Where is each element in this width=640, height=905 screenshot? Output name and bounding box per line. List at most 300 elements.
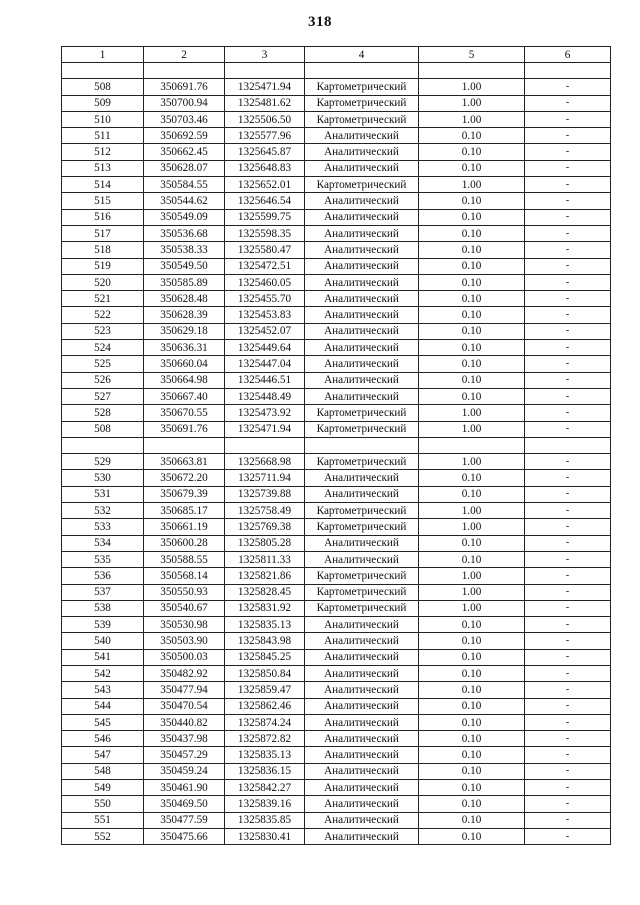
point-number-cell: 533	[62, 519, 144, 535]
empty-cell	[62, 63, 144, 79]
method-cell: Аналитический	[305, 747, 419, 763]
y-coordinate-cell: 1325839.16	[225, 796, 305, 812]
table-row	[62, 698, 611, 714]
table-row	[62, 633, 611, 649]
accuracy-cell: 0.10	[419, 796, 525, 812]
description-cell: -	[525, 79, 611, 95]
column-header: 6	[525, 47, 611, 63]
method-cell: Аналитический	[305, 128, 419, 144]
method-cell: Аналитический	[305, 356, 419, 372]
table-row	[62, 274, 611, 290]
accuracy-cell: 0.10	[419, 633, 525, 649]
x-coordinate-cell: 350536.68	[144, 225, 225, 241]
accuracy-cell: 1.00	[419, 519, 525, 535]
description-cell: -	[525, 274, 611, 290]
accuracy-cell: 0.10	[419, 470, 525, 486]
accuracy-cell: 0.10	[419, 291, 525, 307]
description-cell: -	[525, 372, 611, 388]
method-cell: Картометрический	[305, 111, 419, 127]
accuracy-cell: 0.10	[419, 649, 525, 665]
accuracy-cell: 1.00	[419, 111, 525, 127]
table-row	[62, 617, 611, 633]
y-coordinate-cell: 1325598.35	[225, 225, 305, 241]
empty-cell	[144, 437, 225, 453]
accuracy-cell: 0.10	[419, 160, 525, 176]
method-cell: Аналитический	[305, 649, 419, 665]
description-cell: -	[525, 649, 611, 665]
y-coordinate-cell: 1325652.01	[225, 177, 305, 193]
accuracy-cell: 1.00	[419, 79, 525, 95]
accuracy-cell: 0.10	[419, 209, 525, 225]
x-coordinate-cell: 350700.94	[144, 95, 225, 111]
method-cell: Аналитический	[305, 731, 419, 747]
description-cell: -	[525, 209, 611, 225]
table-row	[62, 209, 611, 225]
coordinates-table	[61, 46, 611, 845]
point-number-cell: 544	[62, 698, 144, 714]
x-coordinate-cell: 350600.28	[144, 535, 225, 551]
empty-cell	[305, 437, 419, 453]
x-coordinate-cell: 350549.09	[144, 209, 225, 225]
empty-cell	[419, 437, 525, 453]
description-cell: -	[525, 421, 611, 437]
table-row	[62, 470, 611, 486]
method-cell: Картометрический	[305, 177, 419, 193]
method-cell: Картометрический	[305, 519, 419, 535]
method-cell: Аналитический	[305, 307, 419, 323]
method-cell: Картометрический	[305, 584, 419, 600]
description-cell: -	[525, 111, 611, 127]
method-cell: Аналитический	[305, 780, 419, 796]
empty-cell	[525, 437, 611, 453]
x-coordinate-cell: 350703.46	[144, 111, 225, 127]
description-cell: -	[525, 388, 611, 404]
accuracy-cell: 0.10	[419, 372, 525, 388]
x-coordinate-cell: 350437.98	[144, 731, 225, 747]
point-number-cell: 535	[62, 551, 144, 567]
table-row	[62, 600, 611, 616]
method-cell: Аналитический	[305, 323, 419, 339]
table-row	[62, 747, 611, 763]
column-header: 5	[419, 47, 525, 63]
table-row	[62, 307, 611, 323]
point-number-cell: 549	[62, 780, 144, 796]
method-cell: Картометрический	[305, 421, 419, 437]
x-coordinate-cell: 350628.07	[144, 160, 225, 176]
description-cell: -	[525, 340, 611, 356]
accuracy-cell: 0.10	[419, 258, 525, 274]
table-row	[62, 486, 611, 502]
accuracy-cell: 0.10	[419, 535, 525, 551]
y-coordinate-cell: 1325805.28	[225, 535, 305, 551]
x-coordinate-cell: 350685.17	[144, 503, 225, 519]
x-coordinate-cell: 350550.93	[144, 584, 225, 600]
point-number-cell: 550	[62, 796, 144, 812]
table-row	[62, 356, 611, 372]
y-coordinate-cell: 1325835.85	[225, 812, 305, 828]
accuracy-cell: 1.00	[419, 568, 525, 584]
point-number-cell: 530	[62, 470, 144, 486]
description-cell: -	[525, 503, 611, 519]
description-cell: -	[525, 470, 611, 486]
y-coordinate-cell: 1325835.13	[225, 617, 305, 633]
table-row	[62, 454, 611, 470]
empty-cell	[419, 63, 525, 79]
accuracy-cell: 0.10	[419, 731, 525, 747]
x-coordinate-cell: 350588.55	[144, 551, 225, 567]
y-coordinate-cell: 1325835.13	[225, 747, 305, 763]
table-row	[62, 503, 611, 519]
method-cell: Аналитический	[305, 242, 419, 258]
y-coordinate-cell: 1325580.47	[225, 242, 305, 258]
empty-cell	[62, 437, 144, 453]
column-header: 3	[225, 47, 305, 63]
method-cell: Аналитический	[305, 812, 419, 828]
description-cell: -	[525, 568, 611, 584]
table-row	[62, 95, 611, 111]
accuracy-cell: 0.10	[419, 356, 525, 372]
x-coordinate-cell: 350470.54	[144, 698, 225, 714]
point-number-cell: 523	[62, 323, 144, 339]
y-coordinate-cell: 1325711.94	[225, 470, 305, 486]
y-coordinate-cell: 1325859.47	[225, 682, 305, 698]
description-cell: -	[525, 454, 611, 470]
accuracy-cell: 0.10	[419, 747, 525, 763]
column-header: 2	[144, 47, 225, 63]
description-cell: -	[525, 682, 611, 698]
table-row	[62, 79, 611, 95]
table-row	[62, 177, 611, 193]
x-coordinate-cell: 350459.24	[144, 763, 225, 779]
accuracy-cell: 1.00	[419, 421, 525, 437]
point-number-cell: 551	[62, 812, 144, 828]
table-row	[62, 763, 611, 779]
empty-cell	[305, 63, 419, 79]
x-coordinate-cell: 350629.18	[144, 323, 225, 339]
column-header: 4	[305, 47, 419, 63]
description-cell: -	[525, 242, 611, 258]
method-cell: Аналитический	[305, 372, 419, 388]
accuracy-cell: 0.10	[419, 274, 525, 290]
y-coordinate-cell: 1325769.38	[225, 519, 305, 535]
y-coordinate-cell: 1325831.92	[225, 600, 305, 616]
table-row	[62, 828, 611, 844]
point-number-cell: 518	[62, 242, 144, 258]
description-cell: -	[525, 633, 611, 649]
accuracy-cell: 0.10	[419, 225, 525, 241]
y-coordinate-cell: 1325811.33	[225, 551, 305, 567]
method-cell: Аналитический	[305, 551, 419, 567]
description-cell: -	[525, 763, 611, 779]
x-coordinate-cell: 350661.19	[144, 519, 225, 535]
point-number-cell: 536	[62, 568, 144, 584]
y-coordinate-cell: 1325828.45	[225, 584, 305, 600]
empty-cell	[144, 63, 225, 79]
table-row	[62, 340, 611, 356]
point-number-cell: 552	[62, 828, 144, 844]
y-coordinate-cell: 1325448.49	[225, 388, 305, 404]
method-cell: Картометрический	[305, 568, 419, 584]
x-coordinate-cell: 350662.45	[144, 144, 225, 160]
description-cell: -	[525, 128, 611, 144]
description-cell: -	[525, 405, 611, 421]
description-cell: -	[525, 160, 611, 176]
description-cell: -	[525, 193, 611, 209]
accuracy-cell: 0.10	[419, 714, 525, 730]
y-coordinate-cell: 1325481.62	[225, 95, 305, 111]
table-body	[62, 63, 611, 845]
accuracy-cell: 0.10	[419, 828, 525, 844]
table-row	[62, 111, 611, 127]
description-cell: -	[525, 225, 611, 241]
point-number-cell: 511	[62, 128, 144, 144]
method-cell: Аналитический	[305, 160, 419, 176]
table-row	[62, 535, 611, 551]
point-number-cell: 547	[62, 747, 144, 763]
method-cell: Аналитический	[305, 470, 419, 486]
description-cell: -	[525, 551, 611, 567]
method-cell: Картометрический	[305, 95, 419, 111]
description-cell: -	[525, 617, 611, 633]
y-coordinate-cell: 1325850.84	[225, 665, 305, 681]
point-number-cell: 516	[62, 209, 144, 225]
method-cell: Картометрический	[305, 600, 419, 616]
accuracy-cell: 1.00	[419, 600, 525, 616]
description-cell: -	[525, 323, 611, 339]
point-number-cell: 508	[62, 79, 144, 95]
table-row	[62, 649, 611, 665]
method-cell: Аналитический	[305, 258, 419, 274]
table-row	[62, 128, 611, 144]
x-coordinate-cell: 350679.39	[144, 486, 225, 502]
method-cell: Аналитический	[305, 665, 419, 681]
x-coordinate-cell: 350477.94	[144, 682, 225, 698]
y-coordinate-cell: 1325758.49	[225, 503, 305, 519]
y-coordinate-cell: 1325447.04	[225, 356, 305, 372]
x-coordinate-cell: 350540.67	[144, 600, 225, 616]
point-number-cell: 543	[62, 682, 144, 698]
empty-cell	[225, 437, 305, 453]
description-cell: -	[525, 665, 611, 681]
accuracy-cell: 0.10	[419, 763, 525, 779]
description-cell: -	[525, 519, 611, 535]
method-cell: Аналитический	[305, 633, 419, 649]
accuracy-cell: 0.10	[419, 242, 525, 258]
description-cell: -	[525, 796, 611, 812]
point-number-cell: 548	[62, 763, 144, 779]
y-coordinate-cell: 1325577.96	[225, 128, 305, 144]
y-coordinate-cell: 1325836.15	[225, 763, 305, 779]
accuracy-cell: 0.10	[419, 812, 525, 828]
x-coordinate-cell: 350672.20	[144, 470, 225, 486]
accuracy-cell: 0.10	[419, 323, 525, 339]
accuracy-cell: 0.10	[419, 128, 525, 144]
accuracy-cell: 0.10	[419, 144, 525, 160]
table-row	[62, 193, 611, 209]
x-coordinate-cell: 350628.39	[144, 307, 225, 323]
table-row	[62, 731, 611, 747]
x-coordinate-cell: 350664.98	[144, 372, 225, 388]
x-coordinate-cell: 350585.89	[144, 274, 225, 290]
table-row	[62, 242, 611, 258]
point-number-cell: 545	[62, 714, 144, 730]
x-coordinate-cell: 350670.55	[144, 405, 225, 421]
x-coordinate-cell: 350691.76	[144, 79, 225, 95]
table-row	[62, 421, 611, 437]
point-number-cell: 520	[62, 274, 144, 290]
accuracy-cell: 1.00	[419, 95, 525, 111]
point-number-cell: 510	[62, 111, 144, 127]
table-row	[62, 160, 611, 176]
point-number-cell: 532	[62, 503, 144, 519]
description-cell: -	[525, 780, 611, 796]
point-number-cell: 542	[62, 665, 144, 681]
y-coordinate-cell: 1325668.98	[225, 454, 305, 470]
description-cell: -	[525, 731, 611, 747]
x-coordinate-cell: 350628.48	[144, 291, 225, 307]
empty-cell	[525, 63, 611, 79]
y-coordinate-cell: 1325648.83	[225, 160, 305, 176]
x-coordinate-cell: 350663.81	[144, 454, 225, 470]
y-coordinate-cell: 1325449.64	[225, 340, 305, 356]
description-cell: -	[525, 307, 611, 323]
method-cell: Аналитический	[305, 714, 419, 730]
table-header-row	[62, 47, 611, 63]
y-coordinate-cell: 1325506.50	[225, 111, 305, 127]
x-coordinate-cell: 350461.90	[144, 780, 225, 796]
point-number-cell: 531	[62, 486, 144, 502]
accuracy-cell: 0.10	[419, 665, 525, 681]
table-row	[62, 405, 611, 421]
accuracy-cell: 0.10	[419, 698, 525, 714]
method-cell: Аналитический	[305, 144, 419, 160]
empty-cell	[225, 63, 305, 79]
x-coordinate-cell: 350477.59	[144, 812, 225, 828]
x-coordinate-cell: 350482.92	[144, 665, 225, 681]
table-row	[62, 323, 611, 339]
description-cell: -	[525, 291, 611, 307]
method-cell: Аналитический	[305, 291, 419, 307]
x-coordinate-cell: 350691.76	[144, 421, 225, 437]
y-coordinate-cell: 1325473.92	[225, 405, 305, 421]
y-coordinate-cell: 1325645.87	[225, 144, 305, 160]
method-cell: Аналитический	[305, 698, 419, 714]
point-number-cell: 529	[62, 454, 144, 470]
method-cell: Аналитический	[305, 388, 419, 404]
x-coordinate-cell: 350538.33	[144, 242, 225, 258]
y-coordinate-cell: 1325599.75	[225, 209, 305, 225]
method-cell: Аналитический	[305, 340, 419, 356]
description-cell: -	[525, 584, 611, 600]
point-number-cell: 534	[62, 535, 144, 551]
method-cell: Аналитический	[305, 274, 419, 290]
accuracy-cell: 0.10	[419, 682, 525, 698]
x-coordinate-cell: 350549.50	[144, 258, 225, 274]
page-number: 318	[308, 14, 332, 30]
table-row	[62, 714, 611, 730]
x-coordinate-cell: 350457.29	[144, 747, 225, 763]
point-number-cell: 546	[62, 731, 144, 747]
description-cell: -	[525, 828, 611, 844]
table-row	[62, 144, 611, 160]
y-coordinate-cell: 1325843.98	[225, 633, 305, 649]
y-coordinate-cell: 1325472.51	[225, 258, 305, 274]
method-cell: Аналитический	[305, 682, 419, 698]
point-number-cell: 513	[62, 160, 144, 176]
y-coordinate-cell: 1325455.70	[225, 291, 305, 307]
y-coordinate-cell: 1325646.54	[225, 193, 305, 209]
accuracy-cell: 0.10	[419, 388, 525, 404]
point-number-cell: 517	[62, 225, 144, 241]
y-coordinate-cell: 1325452.07	[225, 323, 305, 339]
accuracy-cell: 0.10	[419, 486, 525, 502]
method-cell: Аналитический	[305, 535, 419, 551]
accuracy-cell: 0.10	[419, 307, 525, 323]
accuracy-cell: 1.00	[419, 405, 525, 421]
method-cell: Аналитический	[305, 796, 419, 812]
y-coordinate-cell: 1325874.24	[225, 714, 305, 730]
y-coordinate-cell: 1325460.05	[225, 274, 305, 290]
table-row	[62, 812, 611, 828]
point-number-cell: 508	[62, 421, 144, 437]
description-cell: -	[525, 698, 611, 714]
point-number-cell: 526	[62, 372, 144, 388]
description-cell: -	[525, 356, 611, 372]
point-number-cell: 521	[62, 291, 144, 307]
accuracy-cell: 1.00	[419, 503, 525, 519]
description-cell: -	[525, 714, 611, 730]
x-coordinate-cell: 350500.03	[144, 649, 225, 665]
x-coordinate-cell: 350475.66	[144, 828, 225, 844]
point-number-cell: 538	[62, 600, 144, 616]
x-coordinate-cell: 350530.98	[144, 617, 225, 633]
x-coordinate-cell: 350636.31	[144, 340, 225, 356]
accuracy-cell: 0.10	[419, 551, 525, 567]
group-separator-row	[62, 437, 611, 453]
method-cell: Картометрический	[305, 79, 419, 95]
description-cell: -	[525, 535, 611, 551]
table-row	[62, 291, 611, 307]
table-row	[62, 665, 611, 681]
y-coordinate-cell: 1325862.46	[225, 698, 305, 714]
x-coordinate-cell: 350692.59	[144, 128, 225, 144]
x-coordinate-cell: 350503.90	[144, 633, 225, 649]
table-row	[62, 388, 611, 404]
table-row	[62, 682, 611, 698]
y-coordinate-cell: 1325845.25	[225, 649, 305, 665]
point-number-cell: 528	[62, 405, 144, 421]
y-coordinate-cell: 1325821.86	[225, 568, 305, 584]
description-cell: -	[525, 486, 611, 502]
table-row	[62, 780, 611, 796]
y-coordinate-cell: 1325453.83	[225, 307, 305, 323]
method-cell: Аналитический	[305, 763, 419, 779]
x-coordinate-cell: 350440.82	[144, 714, 225, 730]
group-separator-row	[62, 63, 611, 79]
method-cell: Картометрический	[305, 405, 419, 421]
point-number-cell: 541	[62, 649, 144, 665]
accuracy-cell: 0.10	[419, 340, 525, 356]
accuracy-cell: 0.10	[419, 780, 525, 796]
description-cell: -	[525, 600, 611, 616]
point-number-cell: 509	[62, 95, 144, 111]
point-number-cell: 522	[62, 307, 144, 323]
y-coordinate-cell: 1325739.88	[225, 486, 305, 502]
point-number-cell: 514	[62, 177, 144, 193]
point-number-cell: 540	[62, 633, 144, 649]
method-cell: Аналитический	[305, 225, 419, 241]
description-cell: -	[525, 812, 611, 828]
